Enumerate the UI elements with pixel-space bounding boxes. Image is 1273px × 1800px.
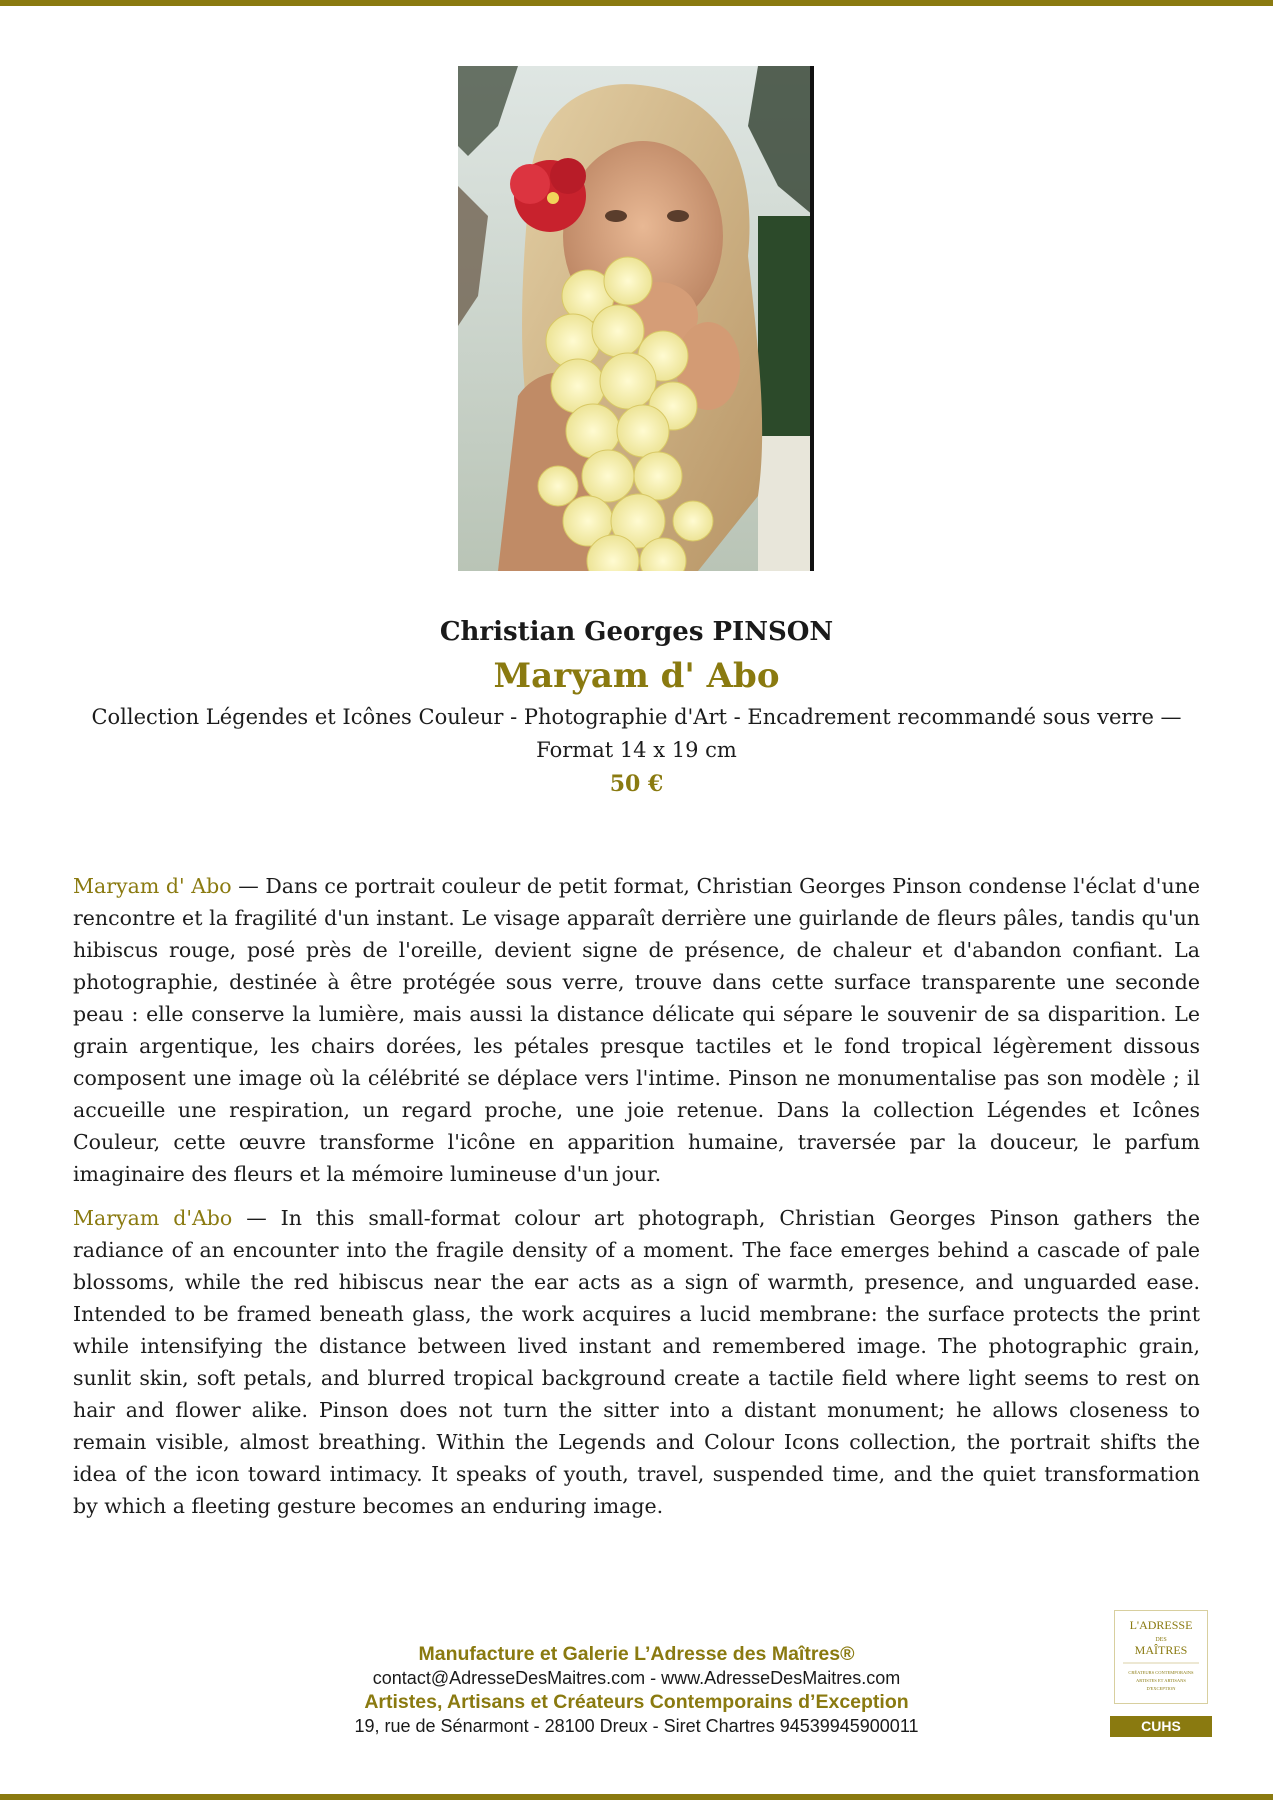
logo-tagline-3: D'EXCEPTION — [1146, 1686, 1176, 1691]
english-paragraph — [73, 1202, 1200, 1522]
french-paragraph — [73, 870, 1200, 1190]
gallery-name: Manufacture et Galerie L’Adresse des Maîtres® — [418, 1643, 855, 1665]
gallery-contact: contact@AdresseDesMaitres.com - www.AdresseDesMaitres.com — [372, 1668, 901, 1688]
artwork-price: 50 € — [609, 771, 664, 797]
logo-line-1: L'ADRESSE — [1129, 1618, 1193, 1632]
artwork-header — [60, 612, 1213, 801]
top-accent-bar — [0, 0, 1273, 6]
gallery-address: 19, rue de Sénarmont - 28100 Dreux - Siret Chartres 94539945900011 — [354, 1716, 919, 1736]
logo-tagline-2: ARTISTES ET ARTISANS — [1136, 1678, 1186, 1683]
logo-line-2: DES — [1155, 1637, 1167, 1643]
french-title-inline: Maryam d' Abo — [73, 874, 232, 898]
artwork-text — [73, 870, 1200, 1534]
gallery-footer — [260, 1642, 1013, 1738]
french-body: — Dans ce portrait couleur de petit format, Christian Georges Pinson condense l'éclat d'une rencontre et la fragilité d'un instant. Le visage apparaît derrière une guirlande de fleurs pâles, tandis qu'un hibiscus rouge, posé près de l'oreille, devient signe de présence, de chaleur et d'abandon confiant. La photographie, destinée à être protégée sous verre, trouve dans cette surface transparente une seconde peau : elle conserve la lumière, mais aussi la distance délicate qui sépare le souvenir de sa disparition. Le grain argentique, les chairs dorées, les pétales presque tactiles et le fond tropical légèrement dissous composent une image où la célébrité se déplace vers l'intime. Pinson ne monumentalise pas son modèle ; il accueille une respiration, un regard proche, une joie retenue. Dans la collection Légendes et Icônes Couleur, cette œuvre transforme l'icône en apparition humaine, traversée par la douceur, le parfum imaginaire des fleurs et la mémoire lumineuse d'un jour. — [73, 874, 1200, 1186]
artwork-title: Maryam d' Abo — [493, 656, 780, 696]
logo-badge: CUHS — [1110, 1716, 1212, 1737]
english-body: — In this small-format colour art photograph, Christian Georges Pinson gathers the radiance of an encounter into the fragile density of a moment. The face emerges behind a cascade of pale blossoms, while the red hibiscus near the ear acts as a sign of warmth, presence, and unguarded ease. Intended to be framed beneath glass, the work acquires a lucid membrane: the surface protects the print while intensifying the distance between lived instant and remembered image. The photographic grain, sunlit skin, soft petals, and blurred tropical background create a tactile field where light seems to rest on hair and flower alike. Pinson does not turn the sitter into a distant monument; he allows closeness to remain visible, almost breathing. Within the Legends and Colour Icons collection, the portrait shifts the idea of the icon toward intimacy. It speaks of youth, travel, suspended time, and the quiet transformation by which a fleeting gesture becomes an enduring image. — [73, 1206, 1200, 1518]
gallery-tagline: Artistes, Artisans et Créateurs Contemporains d’Exception — [364, 1691, 909, 1713]
gallery-logo — [1114, 1610, 1208, 1704]
english-title-inline: Maryam d'Abo — [73, 1206, 233, 1230]
logo-tagline-1: CRÉATEURS CONTEMPORAINS — [1128, 1670, 1194, 1675]
artwork-description: Collection Légendes et Icônes Couleur - Photographie d'Art - Encadrement recommandé sous verre — Format 14 x 19 cm — [91, 705, 1182, 762]
artwork-photo — [458, 66, 814, 571]
artist-name: Christian Georges PINSON — [439, 617, 834, 647]
logo-line-3: MAÎTRES — [1134, 1643, 1188, 1657]
bottom-accent-bar — [0, 1794, 1273, 1800]
